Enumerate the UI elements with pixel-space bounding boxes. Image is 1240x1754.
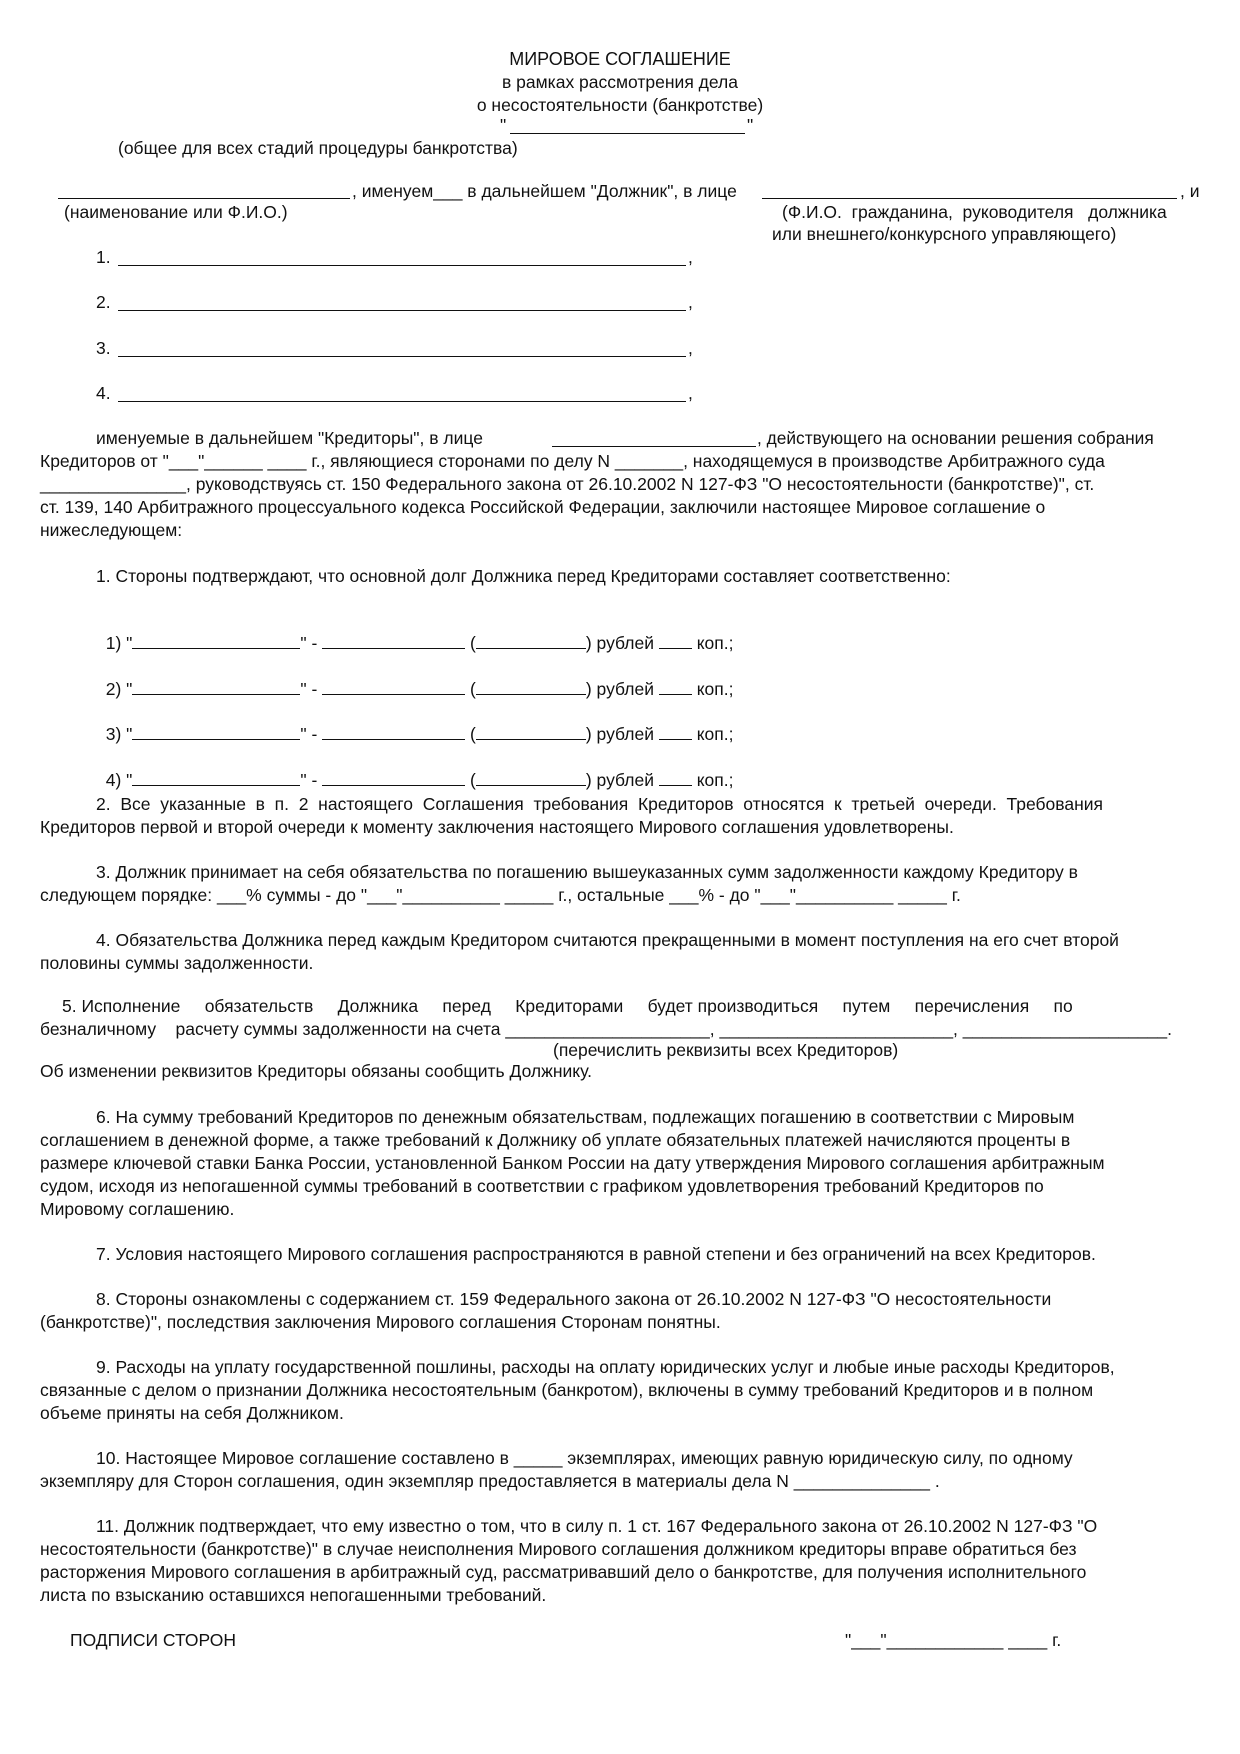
p11-line-2: несостоятельности (банкротстве)" в случае неисполнения Мирового соглашения должником кредиторы вправе обратиться без [40, 1539, 1077, 1559]
p6-line-5: Мировому соглашению. [40, 1199, 235, 1219]
amount-blank[interactable] [322, 770, 465, 786]
p5-line-1: 5. Исполнение обязательств Должника перед Кредиторами будет производиться путем перечисления по [62, 996, 1073, 1016]
p11-line-4: листа по взысканию оставшихся непогашенными требований. [40, 1585, 547, 1605]
creditor-name-blank[interactable] [132, 770, 300, 786]
creditor-num: 2. [96, 292, 111, 312]
debt-row-sep: " - [300, 770, 323, 790]
creditor-blank[interactable] [118, 356, 686, 357]
creditor-end: , [688, 383, 693, 403]
amount-blank[interactable] [322, 633, 465, 649]
debt-row [96, 656, 734, 700]
kopeck-blank[interactable] [659, 679, 692, 695]
p5-hint: (перечислить реквизиты всех Кредиторов) [553, 1040, 899, 1060]
intro-line-1a: именуемые в дальнейшем "Кредиторы", в лице [96, 428, 483, 448]
creditor-name-blank[interactable] [132, 633, 300, 649]
intro-line-5: нижеследующем: [40, 520, 183, 540]
p6-line-3: размере ключевой ставки Банка России, установленной Банком России на дату утверждения Мирового соглашения арбитражным [40, 1153, 1105, 1173]
p11-line-1: 11. Должник подтверждает, что ему известно о том, что в силу п. 1 ст. 167 Федерального закона от 26.10.2002 N 127-ФЗ "О [96, 1516, 1098, 1536]
case-quote-open: " [500, 115, 507, 135]
amount-words-blank[interactable] [476, 724, 586, 740]
debt-row-num: 2) " [105, 679, 133, 699]
p9-line-3: объеме приняты на себя Должником. [40, 1403, 344, 1423]
debt-row-num: 1) " [105, 633, 133, 653]
p3-line-2: следующем порядке: ___% суммы - до "___"__________ _____ г., остальные ___% - до "___"__________ _____ г. [40, 885, 961, 905]
debt-row-kop: коп.; [691, 679, 734, 699]
p5-line-2: безналичному расчету суммы задолженности на счета _____________________, ________________________, _____________________. [40, 1019, 1173, 1039]
amount-blank[interactable] [322, 724, 465, 740]
p6-line-1: 6. На сумму требований Кредиторов по денежным обязательствам, подлежащих погашению в соответствии с Мировым [96, 1107, 1075, 1127]
debt-row [96, 610, 734, 654]
creditor-name-blank[interactable] [132, 679, 300, 695]
signatures-heading: ПОДПИСИ СТОРОН [70, 1630, 237, 1650]
debt-row-rub: ) рублей [585, 770, 659, 790]
p2-line-2: Кредиторов первой и второй очереди к моменту заключения настоящего Мирового соглашения удовлетворены. [40, 817, 954, 837]
p6-line-4: судом, исходя из непогашенной суммы требований в соответствии с графиком удовлетворения требований Кредиторов по [40, 1176, 1044, 1196]
p10-line-2: экземпляру для Сторон соглашения, один экземпляр предоставляется в материалы дела N ______________ . [40, 1471, 940, 1491]
hint-fio-2: или внешнего/конкурсного управляющего) [772, 224, 1117, 244]
creditor-end: , [688, 247, 693, 267]
title-sub-2: о несостоятельности (банкротстве) [476, 95, 764, 115]
debtor-representative-blank[interactable] [762, 198, 1177, 199]
kopeck-blank[interactable] [659, 724, 692, 740]
creditors-representative-blank[interactable] [552, 446, 756, 447]
amount-words-blank[interactable] [476, 633, 586, 649]
creditor-end: , [688, 338, 693, 358]
debt-row-open: ( [465, 770, 476, 790]
p4-line-1: 4. Обязательства Должника перед каждым Кредитором считаются прекращенными в момент поступления на его счет второй [96, 930, 1119, 950]
debt-row-rub: ) рублей [585, 679, 659, 699]
creditor-num: 4. [96, 383, 111, 403]
debt-row-open: ( [465, 724, 476, 744]
debt-row-kop: коп.; [691, 724, 734, 744]
intro-line-3: _______________, руководствуясь ст. 150 Федерального закона от 26.10.2002 N 127-ФЗ "О несостоятельности (банкротстве)", ст. [40, 474, 1095, 494]
p2-line-1: 2. Все указанные в п. 2 настоящего Соглашения требования Кредиторов относятся к третьей очереди. Требования [96, 794, 1104, 814]
debtor-end-text: , и [1180, 181, 1200, 201]
creditor-num: 1. [96, 247, 111, 267]
amount-words-blank[interactable] [476, 679, 586, 695]
p8-line-1: 8. Стороны ознакомлены с содержанием ст. 159 Федерального закона от 26.10.2002 N 127-ФЗ "О несостоятельности [96, 1289, 1052, 1309]
debt-row-num: 4) " [105, 770, 133, 790]
debt-row-rub: ) рублей [585, 633, 659, 653]
document-title: МИРОВОЕ СОГЛАШЕНИЕ [509, 49, 731, 69]
creditor-num: 3. [96, 338, 111, 358]
p9-line-1: 9. Расходы на уплату государственной пошлины, расходы на оплату юридических услуг и любые иные расходы Кредиторов, [96, 1357, 1115, 1377]
p7-line-1: 7. Условия настоящего Мирового соглашения распространяются в равной степени и без ограничений на всех Кредиторов. [96, 1244, 1096, 1264]
debt-row-sep: " - [300, 633, 323, 653]
hint-fio-1: (Ф.И.О. гражданина, руководителя должника [782, 202, 1167, 222]
intro-line-4: ст. 139, 140 Арбитражного процессуального кодекса Российской Федерации, заключили настоящее Мировое соглашение о [40, 497, 1046, 517]
amount-blank[interactable] [322, 679, 465, 695]
signature-date: "___"____________ ____ г. [845, 1630, 1062, 1650]
title-sub-1: в рамках рассмотрения дела [502, 72, 738, 92]
debt-row-sep: " - [300, 679, 323, 699]
debt-row-kop: коп.; [691, 633, 734, 653]
p10-line-1: 10. Настоящее Мировое соглашение составлено в _____ экземплярах, имеющих равную юридическую силу, по одному [96, 1448, 1073, 1468]
amount-words-blank[interactable] [476, 770, 586, 786]
intro-line-1b: , действующего на основании решения собрания [757, 428, 1154, 448]
creditor-blank[interactable] [118, 310, 686, 311]
creditor-end: , [688, 292, 693, 312]
case-quote-close: " [747, 115, 754, 135]
stage-note: (общее для всех стадий процедуры банкротства) [118, 138, 518, 158]
kopeck-blank[interactable] [659, 770, 692, 786]
debtor-named-text: , именуем___ в дальнейшем "Должник", в лице [352, 181, 737, 201]
p9-line-2: связанные с делом о признании Должника несостоятельным (банкротом), включены в сумму требований Кредиторов и в полном [40, 1380, 1094, 1400]
p5-line-3: Об изменении реквизитов Кредиторы обязаны сообщить Должнику. [40, 1061, 593, 1081]
p11-line-3: расторжения Мирового соглашения в арбитражный суд, рассматривавший дело о банкротстве, для получения исполнительного [40, 1562, 1087, 1582]
case-name-blank[interactable] [510, 133, 745, 134]
hint-name: (наименование или Ф.И.О.) [64, 202, 288, 222]
debt-row-rub: ) рублей [585, 724, 659, 744]
intro-line-2: Кредиторов от "___"______ ____ г., являющиеся сторонами по делу N _______, находящемуся в производстве Арбитражного суда [40, 451, 1105, 471]
p4-line-2: половины суммы задолженности. [40, 953, 314, 973]
debt-row-open: ( [465, 633, 476, 653]
debt-row [96, 747, 734, 791]
kopeck-blank[interactable] [659, 633, 692, 649]
creditor-blank[interactable] [118, 265, 686, 266]
debt-row-kop: коп.; [691, 770, 734, 790]
creditor-name-blank[interactable] [132, 724, 300, 740]
p1-text: 1. Стороны подтверждают, что основной долг Должника перед Кредиторами составляет соответственно: [96, 566, 951, 586]
p3-line-1: 3. Должник принимает на себя обязательства по погашению вышеуказанных сумм задолженности каждому Кредитору в [96, 862, 1078, 882]
creditor-blank[interactable] [118, 401, 686, 402]
debt-row-open: ( [465, 679, 476, 699]
p8-line-2: (банкротстве)", последствия заключения Мирового соглашения Сторонам понятны. [40, 1312, 721, 1332]
debtor-name-blank[interactable] [58, 198, 350, 199]
debt-row-num: 3) " [105, 724, 133, 744]
p6-line-2: соглашением в денежной форме, а также требований к Должнику об уплате обязательных платежей начисляются проценты в [40, 1130, 1071, 1150]
debt-row-sep: " - [300, 724, 323, 744]
debt-row [96, 701, 734, 745]
